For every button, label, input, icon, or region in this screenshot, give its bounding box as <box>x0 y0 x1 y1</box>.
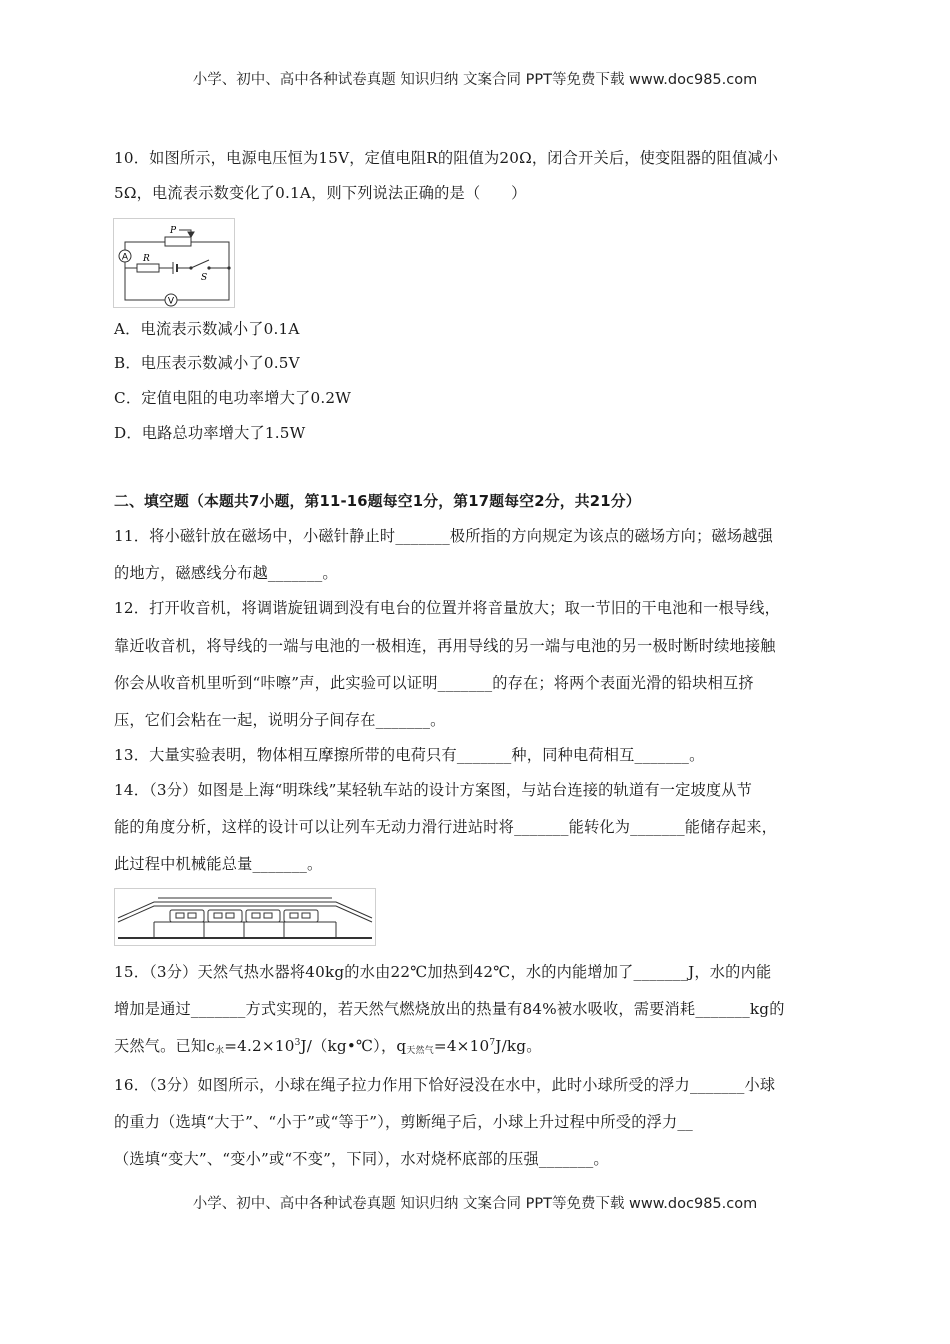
page-footer: 小学、初中、高中各种试卷真题 知识归纳 文案合同 PPT等免费下载 www.doc985.com <box>192 1196 758 1212</box>
q15-sub-gas: 天然气 <box>406 1046 434 1056</box>
q14-line1: 14．（3分）如图是上海“明珠线”某轻轨车站的设计方案图，与站台连接的轨道有一定坡度从节 <box>114 781 753 799</box>
slider-label: P <box>170 226 177 236</box>
resistor-label: R <box>143 254 150 264</box>
q15-text-c: J/（kg•℃），q <box>300 1037 407 1055</box>
q16-line3: （选填“变大”、“变小”或“不变”，下同），水对烧杯底部的压强_______。 <box>114 1150 609 1168</box>
q14-line3: 此过程中机械能总量_______。 <box>114 855 323 873</box>
q12-line2: 靠近收音机，将导线的一端与电池的一极相连，再用导线的另一端与电池的另一极时断时续地接触 <box>114 637 776 655</box>
q15-text-d: =4×10 <box>433 1037 490 1055</box>
q15-line3 <box>114 1035 542 1056</box>
q11-line2: 的地方，磁感线分布越_______。 <box>114 564 338 582</box>
q16-line2: 的重力（选填“大于”、“小于”或“等于”），剪断绳子后，小球上升过程中所受的浮力__ <box>114 1113 693 1131</box>
q15-sub-water: 水 <box>215 1046 225 1056</box>
station-figure <box>114 888 376 946</box>
switch-label: S <box>201 273 208 283</box>
page-header: 小学、初中、高中各种试卷真题 知识归纳 文案合同 PPT等免费下载 www.doc985.com <box>192 72 758 88</box>
q10-line1: 10．如图所示，电源电压恒为15V，定值电阻R的阻值为20Ω，闭合开关后，使变阻器的阻值减小 <box>114 149 779 167</box>
voltmeter-label: V <box>167 296 175 307</box>
circuit-diagram <box>113 218 235 308</box>
q13-line1: 13．大量实验表明，物体相互摩擦所带的电荷只有_______种，同种电荷相互_______。 <box>114 746 705 764</box>
q15-sup-3: 3 <box>294 1038 301 1048</box>
q12-line4: 压，它们会粘在一起，说明分子间存在_______。 <box>114 711 446 729</box>
ammeter-label: A <box>121 252 129 263</box>
q10-option-c: C．定值电阻的电功率增大了0.2W <box>114 389 352 407</box>
q15-text-e: J/kg。 <box>495 1037 542 1055</box>
circuit-figure <box>113 218 235 308</box>
q10-option-d: D．电路总功率增大了1.5W <box>114 424 306 442</box>
q10-line2: 5Ω，电流表示数变化了0.1A，则下列说法正确的是（ ） <box>114 184 527 202</box>
q16-line1: 16．（3分）如图所示，小球在绳子拉力作用下恰好浸没在水中，此时小球所受的浮力_______小球 <box>114 1076 776 1094</box>
q15-line1: 15．（3分）天然气热水器将40kg的水由22℃加热到42℃，水的内能增加了_______J，水的内能 <box>114 963 772 981</box>
q15-line2: 增加是通过_______方式实现的，若天然气燃烧放出的热量有84%被水吸收，需要消耗_______kg的 <box>114 1000 785 1018</box>
q15-text-b: =4.2×10 <box>224 1037 295 1055</box>
q14-line2: 能的角度分析，这样的设计可以让列车无动力滑行进站时将_______能转化为_______能储存起来， <box>114 818 778 836</box>
section-title: 二、填空题（本题共7小题，第11-16题每空1分，第17题每空2分，共21分） <box>114 493 641 510</box>
q15-text-a: 天然气。已知c <box>114 1037 216 1055</box>
q10-option-a: A．电流表示数减小了0.1A <box>114 320 300 338</box>
q15-sup-7: 7 <box>489 1038 496 1048</box>
q12-line3: 你会从收音机里听到“咔嚓”声，此实验可以证明_______的存在；将两个表面光滑的铅块相互挤 <box>114 674 754 692</box>
q11-line1: 11．将小磁针放在磁场中，小磁针静止时_______极所指的方向规定为该点的磁场方向；磁场越强 <box>114 527 774 545</box>
station-diagram <box>114 888 376 946</box>
q10-option-b: B．电压表示数减小了0.5V <box>114 354 300 372</box>
q12-line1: 12．打开收音机，将调谐旋钮调到没有电台的位置并将音量放大；取一节旧的干电池和一根导线， <box>114 599 781 617</box>
